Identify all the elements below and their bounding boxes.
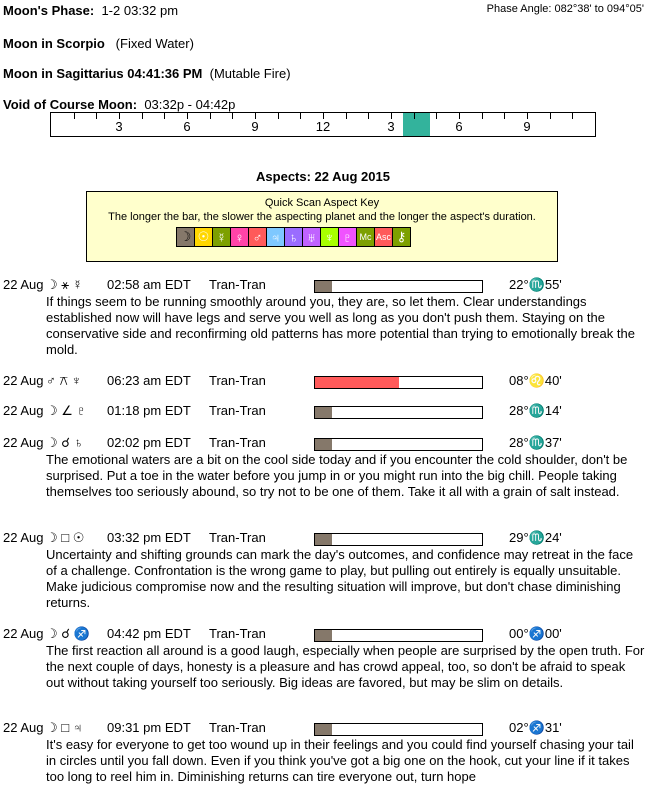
- aspect-row-header: [0, 373, 650, 390]
- timeline-tick: [436, 113, 437, 119]
- aspect-row-header: [0, 530, 650, 547]
- voc-value: 03:32p - 04:42p: [144, 97, 236, 112]
- aspect-row-header: [0, 277, 650, 294]
- aspect-date: 22 Aug: [3, 435, 44, 450]
- aspect-time: 04:42 pm EDT: [107, 626, 191, 641]
- aspect-date: 22 Aug: [3, 626, 44, 641]
- moon-sign-line-2: [3, 66, 291, 81]
- aspect-description: The emotional waters are a bit on the cool side today and if you encounter the cold shoulder, don't be surprised. Put a toe in the water before you jump in or you might run into the big chill. People taking themselves too seriously abound, so try not to be one of them. Take it all with a grain of salt instead.: [46, 452, 628, 499]
- aspect-description: The first reaction all around is a good laugh, especially when people are surprised by the open truth. For the next couple of days, honesty is a pleasure and has crowd appeal, too, so don't be afraid to speak out without taking yourself too seriously. Big ideas are favored, but may be slim on details.: [46, 643, 645, 690]
- timeline-tick: [572, 113, 573, 119]
- timeline-tick: [210, 113, 211, 119]
- timeline-tick: [278, 113, 279, 119]
- aspect-glyphs: ☽ ∠ ♇: [46, 403, 87, 418]
- aspect-glyphs: ☽ ☌ ♄: [46, 435, 84, 450]
- aspect-description: If things seem to be running smoothly around you, they are, so let them. Clear understandings established now will have legs and serve you well as long as you don't push them. Staying on the conservative side and reconfirming old patterns has more potential than trying to emotionally break the mold.: [46, 294, 635, 357]
- void-of-course-line: [3, 97, 235, 112]
- timeline-tick-label: 9: [251, 119, 259, 134]
- aspect-row: [0, 277, 650, 358]
- aspect-duration-bar-fill: [315, 407, 332, 418]
- aspect-type: Tran-Tran: [209, 373, 266, 388]
- timeline-tick: [232, 113, 233, 119]
- aspect-position: 28°♏37': [509, 435, 562, 450]
- timeline-tick-label: 3: [387, 119, 395, 134]
- aspect-date: 22 Aug: [3, 403, 44, 418]
- aspect-type: Tran-Tran: [209, 435, 266, 450]
- aspect-glyphs: ♂ ⚻ ♆: [46, 373, 82, 388]
- moon-sign-1-note: (Fixed Water): [115, 36, 194, 51]
- aspect-glyphs: ☽ ☌ ♐: [46, 626, 90, 641]
- aspect-glyphs: ☽ □ ☉: [46, 530, 85, 545]
- aspect-key-title: Quick Scan Aspect Key: [264, 197, 380, 209]
- moon-key-icon: ☽: [177, 228, 195, 246]
- aspect-time: 09:31 pm EDT: [107, 720, 191, 735]
- aspect-position: 02°♐31': [509, 720, 562, 735]
- aspect-key-box: [86, 191, 558, 262]
- phase-angle: Phase Angle: 082°38' to 094°05': [486, 3, 644, 15]
- timeline-tick-label: 12: [315, 119, 331, 134]
- aspect-position: 08°♌40': [509, 373, 562, 388]
- aspect-key-subtitle: The longer the bar, the slower the aspecting planet and the longer the aspect's duration.: [108, 211, 536, 223]
- aspect-duration-bar: [314, 629, 483, 642]
- moon-sign-2-note: (Mutable Fire): [209, 66, 291, 81]
- timeline-tick: [164, 113, 165, 119]
- aspect-type: Tran-Tran: [209, 720, 266, 735]
- aspect-row-header: [0, 403, 650, 420]
- aspect-duration-bar-fill: [315, 724, 332, 735]
- mercury-key-icon: ☿: [213, 228, 231, 246]
- moon-sign-1: Moon in Scorpio: [3, 36, 105, 51]
- void-of-course-timeline: [50, 112, 596, 137]
- aspect-duration-bar: [314, 406, 483, 419]
- venus-key-icon: ♀: [231, 228, 249, 246]
- chiron-key-icon: ⚷: [393, 228, 410, 246]
- aspect-date: 22 Aug: [3, 277, 44, 292]
- timeline-tick-label: 6: [455, 119, 463, 134]
- timeline-tick: [96, 113, 97, 119]
- aspect-row: [0, 530, 650, 611]
- aspect-description: Uncertainty and shifting grounds can mark the day's outcomes, and confidence may retreat in the face of a challenge. Confrontation is the wrong game to play, but pulling out entirely is equally unsuitable. Make judicious compromise now and the resulting situation will improve, but don't chase diminishing returns.: [46, 547, 634, 610]
- aspect-row-header: [0, 435, 650, 452]
- aspects-title: Aspects: 22 Aug 2015: [256, 169, 390, 184]
- aspect-date: 22 Aug: [3, 530, 44, 545]
- moon-sign-2: Moon in Sagittarius 04:41:36 PM: [3, 66, 203, 81]
- moon-phase-value: 1-2 03:32 pm: [101, 3, 179, 18]
- aspect-position: 28°♏14': [509, 403, 562, 418]
- aspect-duration-bar: [314, 533, 483, 546]
- aspect-time: 06:23 am EDT: [107, 373, 191, 388]
- void-of-course-block: [403, 113, 430, 136]
- mars-key-icon: ♂: [249, 228, 267, 246]
- timeline-tick: [414, 113, 415, 119]
- uranus-key-icon: ♅: [303, 228, 321, 246]
- aspect-duration-bar: [314, 280, 483, 293]
- aspect-row-header: [0, 720, 650, 737]
- timeline-tick: [504, 113, 505, 119]
- timeline-tick-label: 6: [183, 119, 191, 134]
- aspect-glyphs: ☽ ⚹ ☿: [46, 277, 83, 292]
- timeline-tick: [550, 113, 551, 119]
- aspect-duration-bar: [314, 376, 483, 389]
- timeline-tick: [368, 113, 369, 119]
- aspect-date: 22 Aug: [3, 373, 44, 388]
- aspect-key-legend: [176, 227, 411, 247]
- aspect-time: 02:58 am EDT: [107, 277, 191, 292]
- pluto-key-icon: ♇: [339, 228, 357, 246]
- midheaven-key-icon: Mc: [357, 228, 375, 246]
- aspect-position: 22°♏55': [509, 277, 562, 292]
- aspect-description: It's easy for everyone to get too wound up in their feelings and you could find yourself chasing your tail in circles until you fall down. Even if you think you've got a big one on the hook, cut your line if it takes too long to reel him in. Diminishing returns can tire everyone out, turn hope: [46, 737, 634, 784]
- aspect-time: 03:32 pm EDT: [107, 530, 191, 545]
- voc-label: Void of Course Moon:: [3, 97, 138, 112]
- moon-phase-line: [3, 3, 178, 18]
- timeline-tick: [142, 113, 143, 119]
- ascendant-key-icon: Asc: [375, 228, 393, 246]
- aspect-position: 00°♐00': [509, 626, 562, 641]
- timeline-tick-label: 3: [115, 119, 123, 134]
- aspect-duration-bar-fill: [315, 630, 332, 641]
- aspect-time: 02:02 pm EDT: [107, 435, 191, 450]
- sun-key-icon: ☉: [195, 228, 213, 246]
- aspect-type: Tran-Tran: [209, 626, 266, 641]
- saturn-key-icon: ♄: [285, 228, 303, 246]
- aspect-date: 22 Aug: [3, 720, 44, 735]
- timeline-tick-label: 9: [523, 119, 531, 134]
- aspect-type: Tran-Tran: [209, 277, 266, 292]
- aspect-duration-bar: [314, 723, 483, 736]
- aspect-glyphs: ☽ □ ♃: [46, 720, 83, 735]
- aspect-row: [0, 373, 650, 390]
- neptune-key-icon: ♆: [321, 228, 339, 246]
- timeline-tick: [482, 113, 483, 119]
- timeline-tick: [74, 113, 75, 119]
- moon-sign-line-1: [3, 36, 194, 51]
- aspect-row: [0, 626, 650, 691]
- aspect-row: [0, 403, 650, 420]
- timeline-tick: [300, 113, 301, 119]
- timeline-tick: [346, 113, 347, 119]
- aspect-duration-bar: [314, 438, 483, 451]
- aspect-row: [0, 720, 650, 785]
- moon-phase-label: Moon's Phase:: [3, 3, 95, 18]
- aspect-type: Tran-Tran: [209, 530, 266, 545]
- aspect-position: 29°♏24': [509, 530, 562, 545]
- aspect-type: Tran-Tran: [209, 403, 266, 418]
- jupiter-key-icon: ♃: [267, 228, 285, 246]
- aspect-duration-bar-fill: [315, 281, 332, 292]
- aspect-time: 01:18 pm EDT: [107, 403, 191, 418]
- aspect-duration-bar-fill: [315, 439, 332, 450]
- aspect-duration-bar-fill: [315, 534, 332, 545]
- aspect-duration-bar-fill: [315, 377, 399, 388]
- aspect-row-header: [0, 626, 650, 643]
- aspect-row: [0, 435, 650, 500]
